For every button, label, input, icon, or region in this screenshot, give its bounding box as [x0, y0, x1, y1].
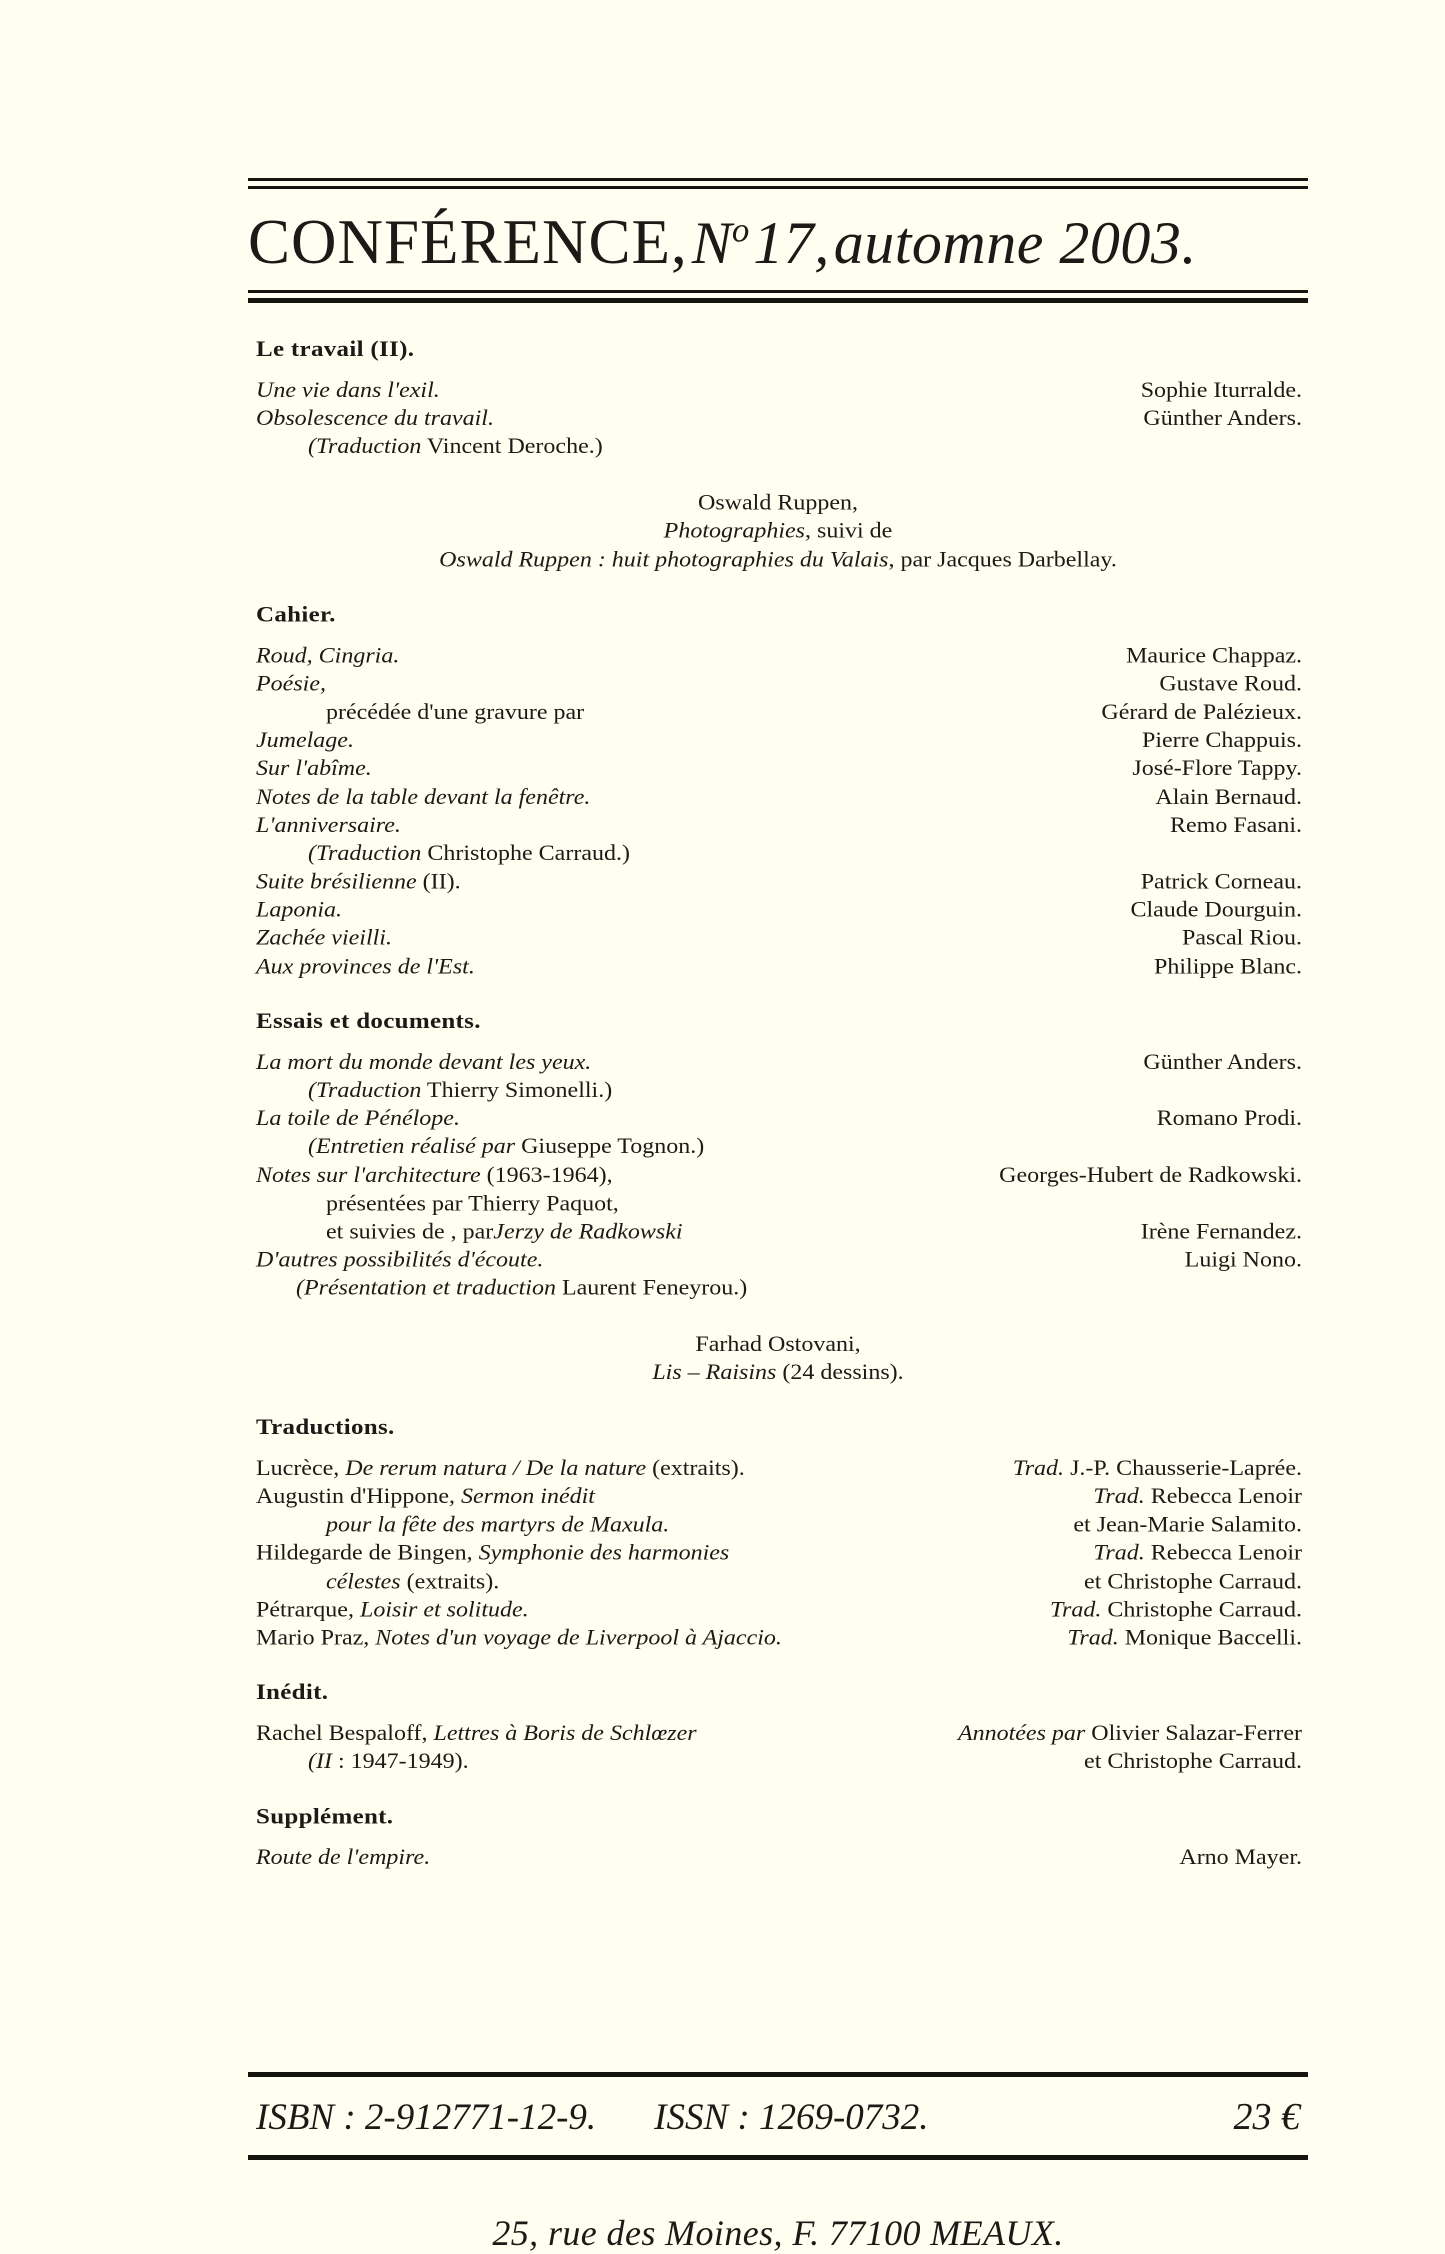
entry-author-name: Rebecca Lenoir	[1144, 1485, 1302, 1509]
toc-entry	[248, 784, 1308, 812]
toc-entry	[248, 1134, 1308, 1162]
entry-author	[1142, 727, 1308, 755]
entry-author-role: Trad.	[1050, 1598, 1102, 1622]
rule-med-mid	[248, 298, 1308, 303]
toc-entry	[248, 897, 1308, 925]
rule-thin-top-2	[248, 186, 1308, 189]
entry-author	[958, 1720, 1308, 1748]
section-heading: Essais et documents.	[256, 1008, 481, 1034]
entry-author-role: Trad.	[1093, 1485, 1145, 1509]
entry-title	[248, 755, 372, 783]
toc-entry	[248, 699, 1308, 727]
entry-author-name: Alain Bernaud.	[1155, 785, 1302, 810]
entry-author	[1141, 377, 1308, 405]
journal-name: CONFÉRENCE,	[248, 207, 688, 277]
entry-title-italic: Lettres à Boris de Schlœzer	[433, 1721, 697, 1746]
entry-title	[248, 1483, 595, 1511]
entry-author	[1141, 1218, 1308, 1246]
entry-title-italic: Jumelage.	[256, 728, 354, 753]
centered-entry-roman: Farhad Ostovani,	[695, 1332, 861, 1356]
entry-author	[1154, 953, 1308, 981]
entry-title-italic: (Traduction	[308, 841, 422, 866]
entry-title-roman: : 1947-1949).	[331, 1750, 469, 1774]
entry-title-italic: L'anniversaire.	[256, 813, 401, 838]
entry-title-italic: Notes sur l'architecture	[256, 1163, 481, 1188]
toc-entry	[248, 1748, 1308, 1776]
entry-title	[248, 670, 326, 698]
entry-title-roman: et suivies de	[326, 1220, 451, 1244]
entry-title-italic: Sur l'abîme.	[256, 757, 372, 781]
entry-author	[1185, 1247, 1308, 1275]
toc-entry	[248, 1483, 1308, 1511]
entry-title-roman: (extraits).	[400, 1569, 500, 1594]
entry-title-italic: (Traduction	[308, 435, 422, 459]
toc-entry	[248, 1077, 1308, 1105]
centered-entry-block	[248, 489, 1308, 575]
entry-title-italic: Symphonie des harmonies	[478, 1541, 730, 1566]
entry-title	[248, 784, 590, 812]
entry-author	[1093, 1483, 1308, 1511]
entry-title	[248, 925, 392, 953]
centered-entry-roman: (24 dessins).	[776, 1360, 904, 1385]
entry-author-role: Annotées par	[957, 1721, 1086, 1746]
entry-author-name: Pierre Chappuis.	[1142, 728, 1302, 753]
entry-title-italic: De rerum natura / De la nature	[345, 1456, 647, 1481]
entry-list	[248, 1844, 1308, 1872]
centered-entry-italic: Lis – Raisins	[652, 1360, 777, 1385]
entry-author-name: Luigi Nono.	[1184, 1248, 1302, 1273]
toc-entry	[248, 868, 1308, 896]
toc-entry	[248, 727, 1308, 755]
entry-author-name: Sophie Iturralde.	[1140, 378, 1302, 403]
entry-list	[248, 642, 1308, 981]
toc-entry	[248, 377, 1308, 405]
entry-author	[1067, 1625, 1308, 1653]
entry-title-italic: Loisir et solitude.	[359, 1598, 529, 1622]
entry-title	[248, 1275, 747, 1303]
entry-author	[1073, 1512, 1308, 1540]
toc-entry	[248, 1162, 1308, 1190]
centered-entry-roman: , suivi de	[805, 519, 893, 544]
entry-title-italic: (Entretien réalisé par	[308, 1135, 516, 1159]
entry-author	[1126, 642, 1308, 670]
entry-author-role: Trad.	[1012, 1456, 1065, 1481]
entry-title-italic: Poésie,	[256, 672, 326, 696]
entry-title	[248, 897, 342, 925]
entry-title	[248, 1512, 669, 1540]
entry-title-roman: Giuseppe Tognon.)	[515, 1135, 705, 1159]
entry-title-italic: Roud, Cingria.	[256, 644, 400, 668]
entry-list	[248, 1049, 1308, 1304]
entry-author-name: Monique Baccelli.	[1118, 1626, 1302, 1651]
section-heading: Traductions.	[256, 1415, 395, 1440]
entry-author-name: Günther Anders.	[1143, 1050, 1302, 1075]
masthead-top-rule	[248, 178, 1308, 189]
entry-title-italic: Zachée vieilli.	[256, 926, 392, 951]
entry-author	[1013, 1455, 1308, 1483]
colophon-bottom-rule	[248, 2155, 1308, 2160]
section-heading: Supplément.	[256, 1803, 394, 1829]
toc-entry	[248, 925, 1308, 953]
toc-entry	[248, 953, 1308, 981]
entry-title	[248, 1455, 745, 1483]
entry-title	[248, 1596, 529, 1624]
entry-title	[248, 1568, 499, 1596]
entry-title-roman: Augustin d'Hippone,	[256, 1485, 461, 1509]
entry-author-name: Romano Prodi.	[1156, 1107, 1302, 1131]
entry-author-name: Gustave Roud.	[1159, 672, 1302, 696]
entry-title-italic: Jerzy de Radkowski	[493, 1220, 683, 1244]
entry-author	[1101, 699, 1308, 727]
entry-title	[248, 405, 494, 433]
entry-title	[248, 1218, 683, 1246]
entry-title-italic: Suite brésilienne	[256, 870, 417, 894]
entry-author-name: J.-P. Chausserie-Laprée.	[1064, 1456, 1302, 1481]
entry-title-italic: Laponia.	[256, 898, 343, 923]
entry-author-name: Pascal Riou.	[1182, 926, 1302, 951]
entry-title-roman: présentées par Thierry Paquot,	[326, 1191, 619, 1216]
entry-author-name: Philippe Blanc.	[1154, 955, 1302, 979]
entry-title	[248, 1190, 619, 1218]
entry-author	[1130, 897, 1308, 925]
centered-entry-block	[248, 1330, 1308, 1387]
entry-author	[999, 1162, 1308, 1190]
entry-title	[248, 1134, 704, 1162]
toc-entry	[248, 642, 1308, 670]
toc-entry	[248, 1720, 1308, 1748]
entry-author-name: José-Flore Tappy.	[1132, 757, 1302, 781]
page-title	[248, 207, 1308, 277]
toc-entry	[248, 840, 1308, 868]
entry-title-italic: (Traduction	[308, 1078, 422, 1103]
entry-author-name: Remo Fasani.	[1170, 813, 1302, 838]
entry-author-name: Olivier Salazar-Ferrer	[1085, 1721, 1302, 1746]
section-heading: Cahier.	[256, 602, 336, 627]
entry-title	[248, 1748, 469, 1776]
entry-title-roman: Thierry Simonelli.)	[421, 1078, 613, 1103]
sections-container	[248, 337, 1308, 1872]
toc-entry	[248, 1540, 1308, 1568]
toc-entry	[248, 1190, 1308, 1218]
centered-entry-line	[248, 546, 1308, 575]
toc-entry	[248, 433, 1308, 461]
entry-author-name: Patrick Corneau.	[1140, 870, 1302, 894]
centered-entry-line	[248, 489, 1308, 518]
entry-author-name: Georges-Hubert de Radkowski.	[999, 1163, 1302, 1188]
entry-author-name: Gérard de Palézieux.	[1101, 700, 1302, 725]
entry-author-name: Claude Dourguin.	[1130, 898, 1302, 923]
rule-med-colophon-bottom	[248, 2155, 1308, 2160]
entry-title-italic: Obsolescence du travail.	[256, 406, 494, 431]
toc-entry	[248, 1596, 1308, 1624]
issue-label: $N^o$	[691, 210, 750, 276]
entry-title-italic: Sermon inédit	[460, 1485, 595, 1509]
entry-title-roman: Hildegarde de Bingen,	[256, 1541, 479, 1566]
entry-title-roman: Vincent Deroche.)	[421, 435, 603, 459]
centered-entry-line	[248, 1330, 1308, 1359]
toc-entry	[248, 755, 1308, 783]
entry-author-name: Günther Anders.	[1143, 406, 1302, 431]
entry-title-roman: Christophe Carraud.)	[421, 841, 630, 866]
publisher-address: 25, rue des Moines, F. 77100 MEAUX.	[492, 2212, 1064, 2253]
entry-list	[248, 1720, 1308, 1777]
entry-title-roman: précédée d'une gravure par	[326, 700, 585, 725]
entry-author-role: Trad.	[1067, 1626, 1119, 1651]
entry-author-name: Christophe Carraud.	[1101, 1598, 1302, 1622]
entry-title	[248, 1049, 591, 1077]
entry-author-name: et Christophe Carraud.	[1084, 1569, 1302, 1594]
entry-author	[1084, 1748, 1308, 1776]
entry-title-italic: Route de l'empire.	[256, 1845, 431, 1870]
centered-entry-roman: , par Jacques Darbellay.	[888, 548, 1117, 572]
entry-author	[1143, 405, 1308, 433]
entry-title-roman: (extraits).	[646, 1456, 745, 1481]
entry-title-italic: Une vie dans l'exil.	[256, 378, 440, 403]
entry-title-roman: Mario Praz,	[256, 1626, 376, 1651]
entry-author	[1084, 1568, 1308, 1596]
entry-title	[248, 1844, 430, 1872]
entry-author	[1179, 1844, 1308, 1872]
entry-title	[248, 840, 630, 868]
entry-author-role: Trad.	[1093, 1541, 1145, 1566]
entry-author	[1143, 1049, 1308, 1077]
entry-author	[1157, 1105, 1308, 1133]
entry-title-italic: La mort du monde devant les yeux.	[256, 1050, 592, 1075]
entry-title	[248, 812, 401, 840]
entry-author-name: Rebecca Lenoir	[1144, 1541, 1302, 1566]
entry-author	[1182, 925, 1308, 953]
entry-title	[248, 1720, 697, 1748]
entry-title-roman: Pétrarque,	[256, 1598, 360, 1622]
entry-title-italic: La toile de Pénélope.	[256, 1107, 460, 1131]
toc-entry	[248, 1218, 1308, 1246]
entry-author	[1170, 812, 1308, 840]
toc-entry	[248, 670, 1308, 698]
entry-title-italic: Notes d'un voyage de Liverpool à Ajaccio.	[375, 1626, 782, 1651]
issn-value: ISSN : 1269-0732.	[654, 2096, 929, 2138]
entry-author-name: Irène Fernandez.	[1140, 1220, 1302, 1244]
section-heading: Inédit.	[256, 1680, 329, 1705]
toc-entry	[248, 1049, 1308, 1077]
toc-entry	[248, 1105, 1308, 1133]
centered-entry-italic: Photographies	[663, 519, 805, 544]
entry-title-italic: (Présentation et traduction	[296, 1276, 556, 1301]
entry-title	[248, 1105, 460, 1133]
entry-title-italic: (II	[308, 1750, 332, 1774]
entry-title	[248, 1247, 543, 1275]
entry-title	[248, 727, 354, 755]
toc-entry	[248, 1625, 1308, 1653]
entry-author	[1155, 784, 1308, 812]
entry-title	[248, 1162, 613, 1190]
entry-title-roman: (II).	[416, 870, 461, 894]
entry-title-italic: Aux provinces de l'Est.	[256, 955, 475, 979]
toc-entry	[248, 812, 1308, 840]
centered-entry-italic: Oswald Ruppen : huit photographies du Valais	[439, 548, 889, 572]
entry-author-name: Arno Mayer.	[1179, 1845, 1302, 1870]
entry-title	[248, 868, 461, 896]
entry-title-roman: , par	[450, 1220, 494, 1244]
price-value: 23 €	[1233, 2095, 1300, 2138]
entry-author-name: et Christophe Carraud.	[1084, 1750, 1302, 1774]
masthead-bottom-rule	[248, 290, 1308, 303]
entry-title	[248, 699, 584, 727]
entry-author	[1050, 1596, 1308, 1624]
entry-author-name: Maurice Chappaz.	[1126, 644, 1302, 668]
entry-title	[248, 1540, 729, 1568]
toc-entry	[248, 1247, 1308, 1275]
issue-season-year: automne 2003.	[833, 210, 1197, 276]
entry-title	[248, 377, 440, 405]
entry-author	[1093, 1540, 1308, 1568]
centered-entry-roman: Oswald Ruppen,	[698, 490, 858, 515]
entry-title-italic: D'autres possibilités d'écoute.	[256, 1248, 544, 1273]
toc-entry	[248, 1844, 1308, 1872]
toc-entry	[248, 1275, 1308, 1303]
colophon	[248, 2077, 1308, 2155]
entry-title-roman: Rachel Bespaloff,	[256, 1721, 434, 1746]
entry-title-italic: pour la fête des martyrs de Maxula.	[326, 1513, 670, 1537]
entry-author	[1141, 868, 1308, 896]
section-heading: Le travail (II).	[256, 337, 415, 362]
toc-entry	[248, 405, 1308, 433]
entry-title-roman: (1963-1964),	[480, 1163, 613, 1188]
entry-title-roman: Laurent Feneyrou.)	[555, 1276, 748, 1301]
entry-title	[248, 953, 475, 981]
entry-author	[1159, 670, 1308, 698]
entry-title	[248, 433, 603, 461]
issue-number: 17,	[753, 210, 830, 276]
entry-author-name: et Jean-Marie Salamito.	[1073, 1513, 1302, 1537]
entry-title-roman: Lucrèce,	[256, 1456, 346, 1481]
toc-entry	[248, 1455, 1308, 1483]
centered-entry-line	[248, 518, 1308, 547]
entry-title	[248, 1077, 612, 1105]
entry-title	[248, 1625, 782, 1653]
entry-list	[248, 377, 1308, 462]
isbn-value: ISBN : 2-912771-12-9.	[256, 2096, 597, 2138]
centered-entry-line	[248, 1359, 1308, 1388]
toc-entry	[248, 1512, 1308, 1540]
entry-title-italic: célestes	[326, 1569, 401, 1594]
entry-author	[1132, 755, 1308, 783]
entry-list	[248, 1455, 1308, 1653]
entry-title-italic: Notes de la table devant la fenêtre.	[256, 785, 591, 810]
toc-entry	[248, 1568, 1308, 1596]
toc-page	[248, 0, 1308, 2253]
entry-title	[248, 642, 399, 670]
